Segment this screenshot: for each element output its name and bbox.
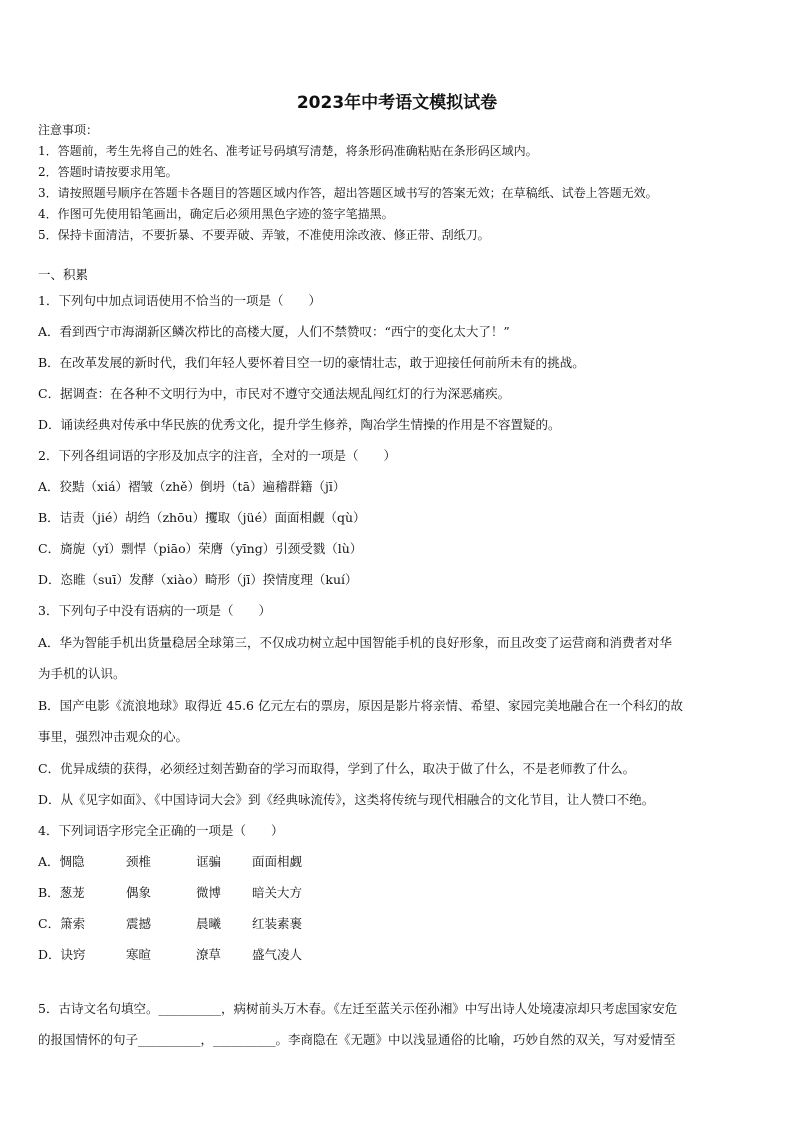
option-word: C．箫索 [38,916,86,931]
question-3-option-b-cont: 事里，强烈冲击观众的心。 [38,729,189,744]
notice-item: 2．答题时请按要求用笔。 [38,165,178,179]
notice-item: 4．作图可先使用铅笔画出，确定后必须用黑色字迹的签字笔描黑。 [38,207,394,221]
option-word: B．葱茏 [38,885,85,900]
notice-item: 1．答题前，考生先将自己的姓名、准考证号码填写清楚，将条形码准确粘贴在条形码区域内。 [38,144,538,158]
notice-block [38,120,778,246]
option-word: 红装素裹 [252,916,303,931]
option-word: 盛气凌人 [252,947,303,962]
question-3-option-b: B．国产电影《流浪地球》取得近 45.6 亿元左右的票房，原因是影片将亲情、希望、家园完美地融合在一个科幻的故 [38,698,683,713]
notice-item: 5．保持卡面清洁，不要折暴、不要弄破、弄皱，不准使用涂改液、修正带、刮纸刀。 [38,228,490,242]
question-3-option-c: C．优异成绩的获得，必须经过刻苦勤奋的学习而取得，学到了什么，取决于做了什么，不是老师教了什么。 [38,761,636,776]
question-4-option-a [38,852,302,870]
question-1-stem: 1．下列句中加点词语使用不恰当的一项是（ ） [38,293,321,308]
option-word: 暗关大方 [252,885,303,900]
question-4-option-b [38,883,302,901]
question-3-option-a: A．华为智能手机出货量稳居全球第三，不仅成功树立起中国智能手机的良好形象，而且改变了运营商和消费者对华 [38,635,673,650]
question-1-option-d: D．诵读经典对传承中华民族的优秀文化，提升学生修养，陶冶学生情操的作用是不容置疑的。 [38,417,561,432]
question-1-option-c: C．据调查：在各种不文明行为中，市民对不遵守交通法规乱闯红灯的行为深恶痛疾。 [38,386,511,401]
question-2-option-c: C．旖旎（yǐ）剽悍（piāo）荣膺（yīng）引颈受戮（lù） [38,541,363,556]
exam-title: 2023年中考语文模拟试卷 [296,93,498,113]
question-3-option-a-cont: 为手机的认识。 [38,666,126,681]
option-word: 偶象 [126,885,152,900]
option-word: 晨曦 [196,916,222,931]
option-word: D．诀窍 [38,947,86,962]
option-word: 诓骗 [196,854,222,869]
question-2-stem: 2．下列各组词语的字形及加点字的注音，全对的一项是（ ） [38,448,396,463]
option-word: 寒暄 [126,947,152,962]
question-4-option-c [38,914,302,932]
question-2-option-b: B．诘责（jié）胡绉（zhōu）攫取（jüé）面面相觑（qù） [38,510,366,525]
option-word: 微博 [196,885,222,900]
question-3-stem: 3．下列句子中没有语病的一项是（ ） [38,603,271,618]
question-5-line-1: 5．古诗文名句填空。__________，病树前头万木春。《左迁至蓝关示侄孙湘》中写出诗人处境凄凉却只考虑国家安危 [38,1001,678,1016]
section-heading: 一、积累 [38,267,89,282]
option-word: 潦草 [196,947,222,962]
option-word: A．惆隐 [38,854,85,869]
option-word: 颈椎 [126,854,152,869]
notice-item: 3．请按照题号顺序在答题卡各题目的答题区域内作答，超出答题区域书写的答案无效；在草稿纸、试卷上答题无效。 [38,186,658,200]
question-4-stem: 4．下列词语字形完全正确的一项是（ ） [38,823,284,838]
question-1-option-b: B．在改革发展的新时代，我们年轻人要怀着目空一切的豪情壮志，敢于迎接任何前所未有的挑战。 [38,355,585,370]
notice-heading: 注意事项： [38,123,99,137]
question-4-option-d [38,945,302,963]
option-word: 面面相觑 [252,854,303,869]
question-2-option-a: A．狡黠（xiá）褶皱（zhě）倒坍（tā）遍稽群籍（jī） [38,479,346,494]
question-1-option-a: A．看到西宁市海湖新区鳞次栉比的高楼大厦，人们不禁赞叹：“西宁的变化太大了！” [38,324,510,339]
question-2-option-d: D．恣睢（suī）发酵（xiào）畸形（jī）揆情度理（kuí） [38,572,358,587]
question-3-option-d: D．从《见字如面》、《中国诗词大会》到《经典咏流传》，这类将传统与现代相融合的文化节目，让人赞口不绝。 [38,792,655,807]
option-word: 震撼 [126,916,152,931]
question-5-line-2: 的报国情怀的句子__________，__________。李商隐在《无题》中以浅显通俗的比喻，巧妙自然的双关，写对爱情至 [38,1032,676,1047]
